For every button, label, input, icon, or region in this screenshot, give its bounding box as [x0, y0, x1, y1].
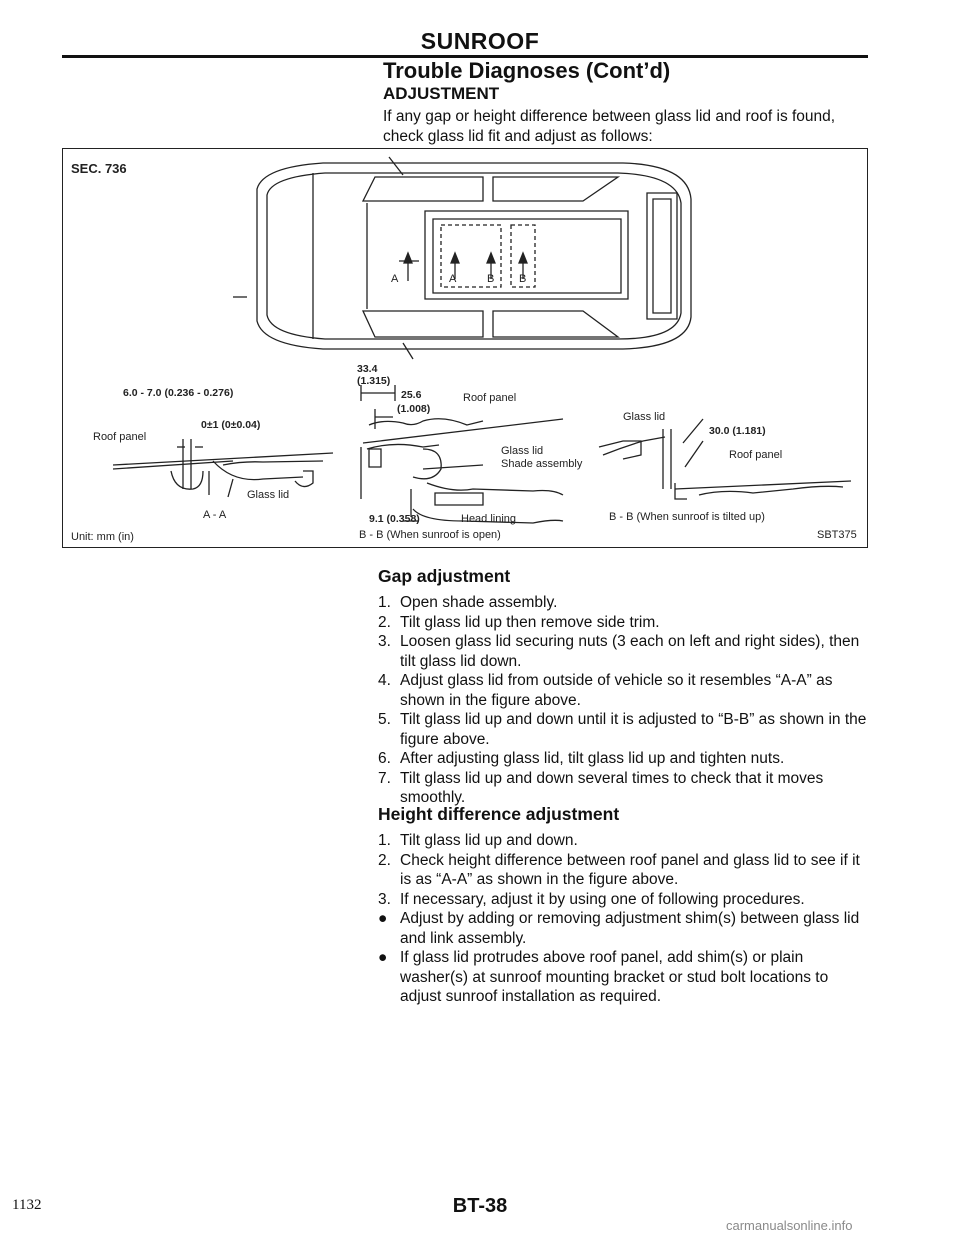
page-left-number: 1132 — [12, 1197, 42, 1213]
sec-label: SEC. 736 — [71, 161, 127, 176]
bb-open-dim2: 25.6 — [401, 389, 422, 401]
bb-open-shade: Shade assembly — [501, 458, 583, 470]
list-item: 6. After adjusting glass lid, tilt glass lid up and tighten nuts. — [378, 750, 785, 767]
aa-caption: A - A — [203, 509, 227, 521]
list-item: 7. Tilt glass lid up and down several times to check that it moves smoothly. — [378, 769, 824, 806]
intro-paragraph: If any gap or height difference between glass lid and roof is found, check glass lid fit and adjust as follows: — [383, 108, 836, 145]
bb-open-dim1: 33.4 — [357, 363, 378, 375]
top-view-a-label: A — [391, 273, 399, 285]
bb-tilt-roof-panel: Roof panel — [729, 449, 783, 461]
bb-tilt-caption: B - B (When sunroof is tilted up) — [609, 511, 765, 523]
aa-glass-lid-label: Glass lid — [247, 489, 290, 501]
height-adjustment-section — [378, 804, 868, 1007]
bb-open-dim3: 9.1 (0.358) — [369, 513, 420, 525]
bb-tilt-dim: 30.0 (1.181) — [709, 425, 766, 437]
vehicle-top-view — [233, 157, 691, 359]
page-number: BT-38 — [452, 1195, 508, 1217]
gap-adjustment-section — [378, 566, 868, 808]
bb-open-roof-panel: Roof panel — [463, 392, 517, 404]
list-item: 3. Loosen glass lid securing nuts (3 each on left and right sides), then tilt glass lid down. — [378, 633, 860, 670]
list-item: 1. Tilt glass lid up and down. — [378, 832, 578, 849]
sunroof-figure — [62, 148, 868, 548]
watermark: carmanualsonline.info — [726, 1218, 853, 1233]
height-adjustment-steps — [378, 831, 868, 1007]
top-view-a2-label: A — [449, 273, 457, 285]
section-title: SUNROOF — [420, 28, 540, 54]
bb-open-head-lining: Head lining — [461, 513, 517, 525]
top-view-b-label: B — [487, 273, 495, 285]
height-adjustment-title: Height difference adjustment — [378, 804, 620, 824]
list-item: 5. Tilt glass lid up and down until it is adjusted to “B-B” as shown in the figure above. — [378, 711, 867, 748]
bb-open-glass-lid: Glass lid — [501, 445, 544, 457]
aa-roof-panel-label: Roof panel — [93, 431, 147, 443]
top-view-b2-label: B — [519, 273, 527, 285]
gap-adjustment-title: Gap adjustment — [378, 566, 511, 586]
section-aa-drawing — [113, 439, 333, 497]
list-item: ● If glass lid protrudes above roof panel, add shim(s) or plain washer(s) at sunroof mounting bracket or stud bolt locations to adjust sunroof installation as required. — [378, 949, 829, 1005]
figure-code: SBT375 — [817, 529, 857, 541]
page-heading: Trouble Diagnoses (Cont’d) — [383, 58, 671, 83]
aa-dim-label: 6.0 - 7.0 (0.236 - 0.276) — [123, 387, 234, 399]
bb-open-dim2b: (1.008) — [397, 403, 431, 415]
unit-label: Unit: mm (in) — [71, 531, 134, 543]
figure-drawing — [63, 149, 869, 549]
aa-gap-label: 0±1 (0±0.04) — [201, 419, 261, 431]
bb-tilt-glass-lid: Glass lid — [623, 411, 666, 423]
bb-open-caption: B - B (When sunroof is open) — [359, 529, 501, 541]
subheading: ADJUSTMENT — [383, 84, 500, 103]
bb-open-dim1b: (1.315) — [357, 375, 391, 387]
list-item: 4. Adjust glass lid from outside of vehicle so it resembles “A-A” as shown in the figure above. — [378, 672, 833, 709]
list-item: 2. Check height difference between roof panel and glass lid to see if it is as “A-A” as shown in the figure above. — [378, 851, 860, 888]
gap-adjustment-steps — [378, 593, 868, 808]
list-item: 1. Open shade assembly. — [378, 594, 558, 611]
list-item: 2. Tilt glass lid up then remove side trim. — [378, 613, 660, 631]
list-item: ● Adjust by adding or removing adjustment shim(s) between glass lid and link assembly. — [378, 910, 860, 947]
list-item: 3. If necessary, adjust it by using one of following procedures. — [378, 890, 805, 908]
